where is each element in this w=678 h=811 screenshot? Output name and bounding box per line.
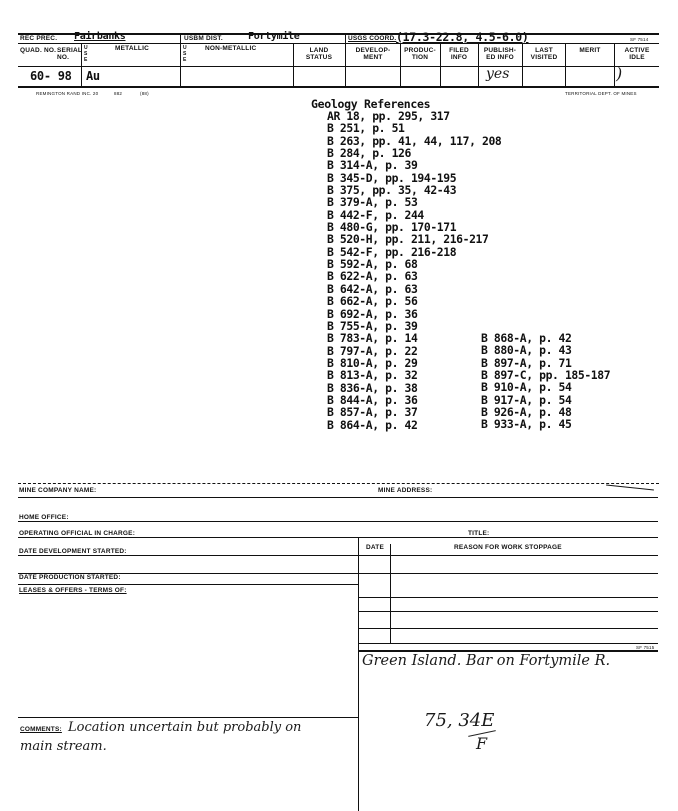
footer-rule-dev xyxy=(18,555,658,556)
form-number: SF 7514 xyxy=(630,37,649,42)
col-div-active xyxy=(614,43,615,86)
usgs-coord-value: (17.3-22.8, 4.5-6.0) xyxy=(396,30,529,44)
active-value: ) xyxy=(616,64,623,83)
map-reference: 75, 34E xyxy=(424,710,495,731)
reference-item: B 797-A, p. 22 xyxy=(327,343,418,358)
mine-address-label: MINE ADDRESS: xyxy=(378,487,433,494)
col-div-dev xyxy=(345,33,346,86)
published-value: yes xyxy=(486,66,510,82)
serial-no-label: SERIAL NO. xyxy=(57,47,82,61)
map-reference-denominator: F xyxy=(476,734,488,753)
reference-item: B 442-F, p. 244 xyxy=(327,207,424,222)
references-title: Geology References xyxy=(311,97,431,111)
reference-item: B 542-F, pp. 216-218 xyxy=(327,244,457,259)
footer-rule-stop-5 xyxy=(358,628,658,629)
form-number-2: SF 7515 xyxy=(636,645,655,650)
mine-company-label: MINE COMPANY NAME: xyxy=(19,487,97,494)
reference-item: B 592-A, p. 68 xyxy=(327,257,418,272)
usbm-dist-value: Fortymile xyxy=(248,31,300,42)
active-idle-label: ACTIVE IDLE xyxy=(624,47,650,61)
reference-item: B 844-A, p. 36 xyxy=(327,392,418,407)
reference-item: B 379-A, p. 53 xyxy=(327,195,418,210)
reference-item: B 926-A, p. 48 xyxy=(481,405,572,420)
reason-label: REASON FOR WORK STOPPAGE xyxy=(454,544,562,551)
reference-item: B 284, p. 126 xyxy=(327,146,411,161)
reference-item: B 480-G, pp. 170-171 xyxy=(327,220,457,235)
land-status-label: LAND STATUS xyxy=(305,47,333,61)
date-production-label: DATE PRODUCTION STARTED: xyxy=(19,574,121,581)
date-development-label: DATE DEVELOPMENT STARTED: xyxy=(19,548,127,555)
reference-item: B 917-A, p. 54 xyxy=(481,392,572,407)
reference-item: B 813-A, p. 32 xyxy=(327,368,418,383)
usgs-coord-label: USGS COORD. xyxy=(348,35,397,42)
footer-rule-leases xyxy=(18,584,358,585)
rec-prec-label: REC PREC. xyxy=(20,35,58,42)
agency: TERRITORIAL DEPT. OF MINES xyxy=(565,91,637,96)
reference-item: B 662-A, p. 56 xyxy=(327,294,418,309)
reference-item: B 810-A, p. 29 xyxy=(327,355,418,370)
use-label-nonmetallic: U S E xyxy=(183,45,187,63)
header-rule-2 xyxy=(18,43,659,44)
date-label: DATE xyxy=(366,544,385,551)
reference-item: AR 18, pp. 295, 317 xyxy=(327,109,450,123)
metallic-value: Au xyxy=(86,69,100,83)
production-label: PRODUC- TION xyxy=(404,47,436,61)
footer-rule-stop-3 xyxy=(358,597,658,598)
footer-rule-company xyxy=(18,497,658,498)
footer-rule-official xyxy=(18,537,658,538)
col-div-land xyxy=(293,43,294,86)
comments-line-2: main stream. xyxy=(20,739,107,754)
use-label-metallic: U S E xyxy=(84,45,88,63)
development-label: DEVELOP- MENT xyxy=(355,47,391,61)
address-stroke xyxy=(606,484,654,490)
reference-item: B 642-A, p. 63 xyxy=(327,281,418,296)
reference-item: B 622-A, p. 63 xyxy=(327,269,418,284)
comments-label: COMMENTS: xyxy=(20,726,62,733)
reference-item: B 692-A, p. 36 xyxy=(327,306,418,321)
usbm-dist-label: USBM DIST. xyxy=(184,35,223,42)
leases-label: LEASES & OFFERS - TERMS OF: xyxy=(19,587,127,594)
rec-prec-value: Fairbanks xyxy=(74,31,126,42)
location-note: Green Island. Bar on Fortymile R. xyxy=(362,653,611,669)
footer-rule-stop-end xyxy=(358,650,658,652)
title-label: TITLE: xyxy=(468,530,490,537)
non-metallic-label: NON-METALLIC xyxy=(205,45,257,52)
date-column-divider xyxy=(390,544,391,644)
published-info-label: PUBLISH- ED INFO xyxy=(483,47,517,61)
col-div-last xyxy=(522,43,523,86)
header-bottom-rule xyxy=(18,86,659,88)
reference-item: B 864-A, p. 42 xyxy=(327,417,418,432)
references-left-list xyxy=(327,110,501,431)
col-div-nonmetal xyxy=(180,33,181,86)
reference-item: B 836-A, p. 38 xyxy=(327,380,418,395)
reference-item: B 314-A, p. 39 xyxy=(327,158,418,173)
metallic-label: METALLIC xyxy=(115,45,149,52)
reference-item: B 880-A, p. 43 xyxy=(481,343,572,358)
footer-rule-office xyxy=(18,521,658,522)
quad-no-label: QUAD. NO. xyxy=(20,47,57,54)
last-visited-label: LAST VISITED xyxy=(530,47,558,61)
footer-rule-stop-4 xyxy=(358,611,658,612)
merit-label: MERIT xyxy=(579,47,601,54)
footer-rule-stop-6 xyxy=(358,643,658,644)
printer-code-1: 882 xyxy=(114,91,123,96)
reference-item: B 345-D, pp. 194-195 xyxy=(327,170,457,185)
home-office-label: HOME OFFICE: xyxy=(19,514,69,521)
quad-serial-value: 60- 98 xyxy=(30,69,72,83)
col-div-filed xyxy=(440,43,441,86)
comments-line-1: Location uncertain but probably on xyxy=(68,720,302,735)
reference-item: B 910-A, p. 54 xyxy=(481,380,572,395)
reference-item: B 868-A, p. 42 xyxy=(481,331,572,345)
reference-item: B 897-A, p. 71 xyxy=(481,355,572,370)
reference-item: B 251, p. 51 xyxy=(327,121,405,136)
printer-note: REMINGTON RAND INC. 20 xyxy=(36,91,99,96)
reference-item: B 520-H, pp. 211, 216-217 xyxy=(327,232,489,247)
operating-official-label: OPERATING OFFICIAL IN CHARGE: xyxy=(19,530,136,537)
reference-item: B 857-A, p. 37 xyxy=(327,405,418,420)
footer-top-rule xyxy=(18,483,659,484)
reference-item: B 933-A, p. 45 xyxy=(481,417,572,432)
reference-item: B 263, pp. 41, 44, 117, 208 xyxy=(327,133,502,148)
footer-center-divider xyxy=(358,537,359,811)
references-right-list xyxy=(481,332,610,431)
reference-item: B 897-C, pp. 185-187 xyxy=(481,368,611,383)
footer-rule-comments xyxy=(18,717,358,718)
filed-info-label: FILED INFO xyxy=(449,47,469,61)
printer-code-2: (88) xyxy=(140,91,149,96)
reference-item: B 375, pp. 35, 42-43 xyxy=(327,183,457,198)
reference-item: B 755-A, p. 39 xyxy=(327,318,418,333)
reference-item: B 783-A, p. 14 xyxy=(327,331,418,346)
header-rule-3 xyxy=(18,66,659,67)
